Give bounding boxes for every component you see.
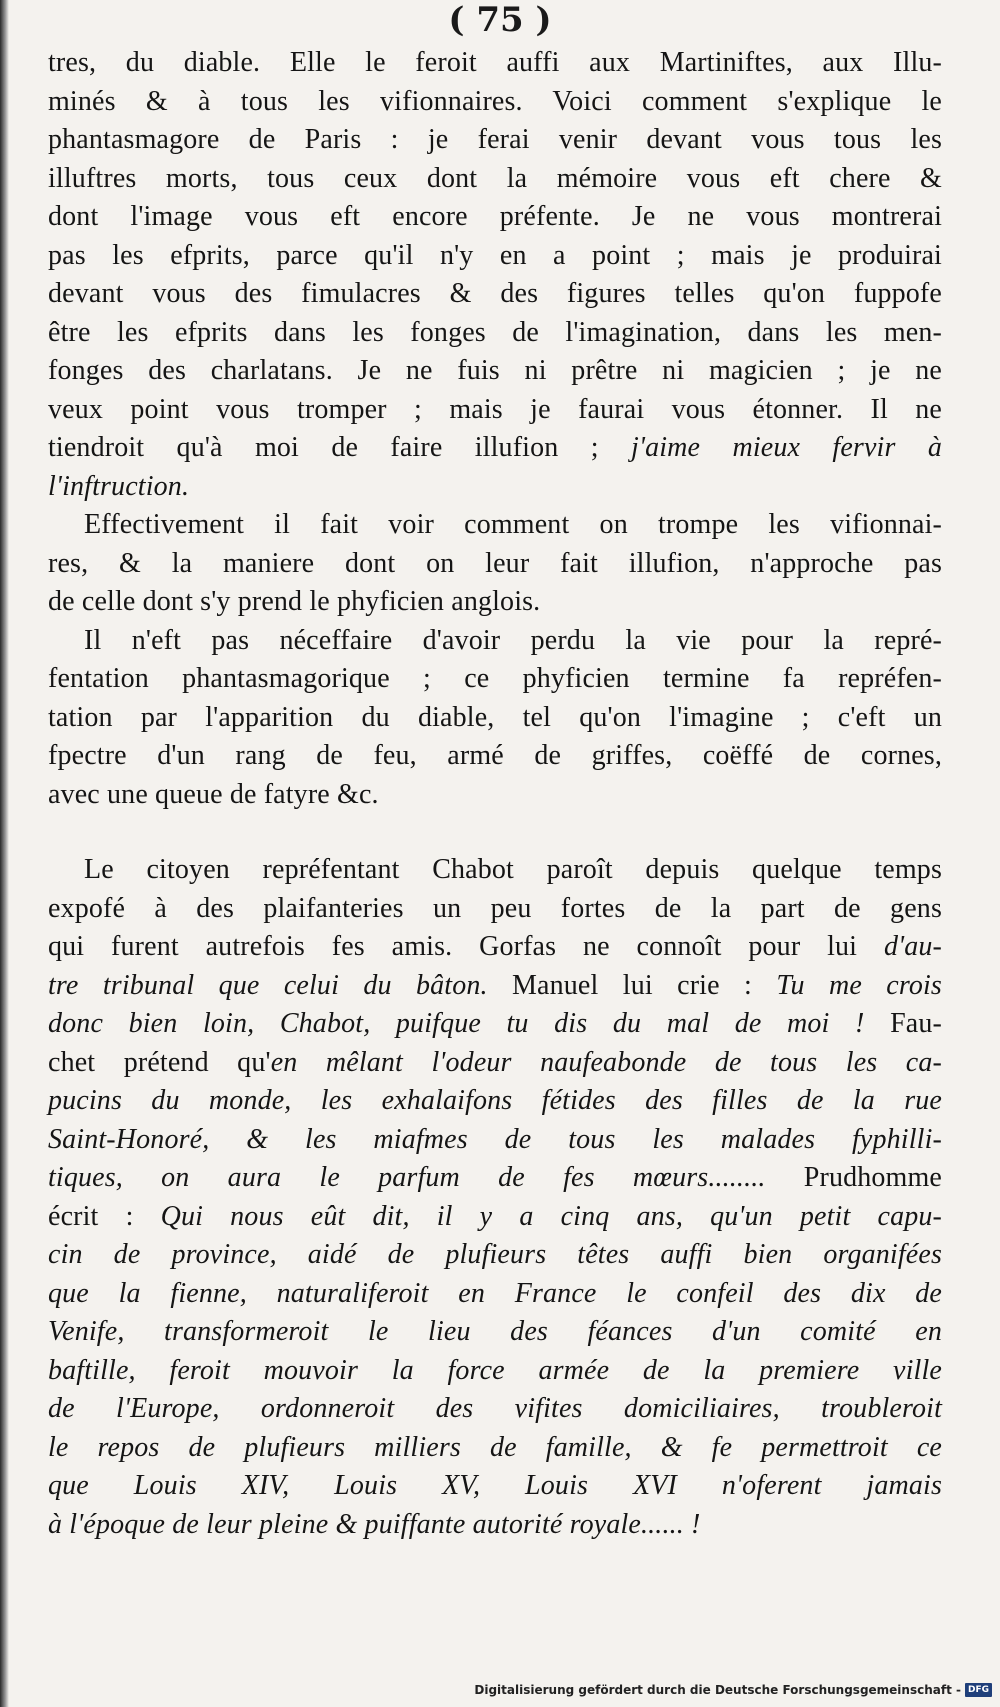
text-line	[48, 468, 942, 507]
text-line	[48, 622, 942, 661]
italic-run: que Louis XIV, Louis XV, Louis XVI n'oferent jamais	[48, 1470, 942, 1501]
text-run: phantasmagore de Paris : je ferai venir devant vous tous les	[48, 124, 942, 155]
text-run: expofé à des plaifanteries un peu fortes de la part de gens	[48, 892, 942, 924]
text-run: pas les efprits, parce qu'il n'y en a point ; mais je produirai	[48, 239, 942, 271]
text-run: Effectivement il fait voir comment on trompe les vifionnai-	[84, 509, 942, 540]
text-run: Prudhomme	[765, 1162, 942, 1193]
text-line	[48, 429, 942, 468]
text-run: dont l'image vous eft encore préfente. Je ne vous montrerai	[48, 201, 942, 232]
text-line	[48, 314, 942, 353]
text-line	[48, 967, 942, 1006]
credit-text: Digitalisierung gefördert durch die Deutsche Forschungsgemeinschaft -	[474, 1683, 961, 1697]
italic-run: Tu me crois	[776, 969, 942, 1001]
text-run: tiendroit qu'à moi de faire illufion ;	[48, 432, 632, 463]
text-line	[48, 275, 942, 314]
italic-run: l'inftruction.	[48, 470, 190, 502]
text-run: avec une queue de fatyre &c.	[48, 778, 379, 810]
text-line	[48, 1313, 942, 1352]
italic-run: le repos de plufieurs milliers de famille, & fe permettroit ce	[48, 1431, 942, 1463]
italic-run: Saint-Honoré, & les miafmes de tous les malades fyphilli-	[48, 1123, 942, 1155]
text-line	[48, 545, 942, 584]
paragraph-p4	[48, 851, 942, 1544]
italic-run: Venife, transformeroit le lieu des féances d'un comité en	[48, 1316, 942, 1347]
text-line	[48, 928, 942, 967]
text-line	[48, 1275, 942, 1314]
italic-run: baftille, feroit mouvoir la force armée de la premiere ville	[48, 1354, 942, 1386]
italic-run: tre tribunal que celui du bâton.	[48, 969, 488, 1001]
italic-run: d'au-	[883, 931, 942, 962]
text-line	[48, 890, 942, 929]
italic-run: que la fienne, naturaliferoit en France le confeil des dix de	[48, 1277, 942, 1309]
text-run: fonges des charlatans. Je ne fuis ni prêtre ni magicien ; je ne	[48, 355, 942, 386]
text-line	[48, 1159, 942, 1198]
text-line	[48, 851, 942, 890]
body-text	[48, 44, 942, 1544]
text-run: res, & la maniere dont on leur fait illufion, n'approche pas	[48, 547, 942, 579]
text-run: qui furent autrefois fes amis. Gorfas ne connoît pour lui	[48, 931, 884, 962]
text-line	[48, 1467, 942, 1506]
text-run: écrit :	[48, 1200, 161, 1232]
italic-run: j'aime mieux fervir à	[631, 432, 942, 463]
italic-run: Qui nous eût dit, il y a cinq ans, qu'un petit capu-	[160, 1200, 943, 1232]
text-run: fpectre d'un rang de feu, armé de griffes, coëffé de cornes,	[48, 740, 942, 771]
text-run: Fau-	[864, 1008, 942, 1039]
text-line	[48, 660, 942, 699]
text-line	[48, 1236, 942, 1275]
paragraph-gap	[48, 814, 942, 851]
text-line	[48, 237, 942, 276]
text-run: minés & à tous les vifionnaires. Voici comment s'explique le	[48, 85, 942, 117]
text-line	[48, 83, 942, 122]
digitization-credit	[474, 1683, 992, 1697]
text-line	[48, 737, 942, 776]
text-line	[48, 352, 942, 391]
text-run: tation par l'apparition du diable, tel qu'on l'imagine ; c'eft un	[48, 701, 942, 733]
text-line	[48, 583, 942, 622]
text-line	[48, 1506, 942, 1545]
text-run: de celle dont s'y prend le phyficien anglois.	[48, 586, 541, 617]
italic-run: cin de province, aidé de plufieurs têtes auffi bien organifées	[48, 1239, 942, 1270]
text-line	[48, 1390, 942, 1429]
italic-run: pucins du monde, les exhalaifons fétides des filles de la rue	[48, 1085, 942, 1116]
text-line	[48, 121, 942, 160]
text-run: illuftres morts, tous ceux dont la mémoire vous eft chere &	[48, 162, 942, 194]
italic-run: en mêlant l'odeur naufeabonde de tous les ca-	[270, 1046, 942, 1078]
text-run: Il n'eft pas néceffaire d'avoir perdu la vie pour la repré-	[84, 624, 942, 656]
italic-run: donc bien loin, Chabot, puifque tu dis du mal de moi !	[48, 1008, 865, 1039]
text-line	[48, 1121, 942, 1160]
text-line	[48, 44, 942, 83]
text-run: être les efprits dans les fonges de l'imagination, dans les men-	[48, 316, 942, 348]
text-run: Manuel lui crie :	[487, 969, 777, 1001]
text-line	[48, 1198, 942, 1237]
italic-run: à l'époque de leur pleine & puiffante autorité royale...... !	[48, 1508, 701, 1540]
text-run: veux point vous tromper ; mais je faurai vous étonner. Il ne	[48, 393, 942, 425]
text-run: Le citoyen repréfentant Chabot paroît depuis quelque temps	[84, 854, 942, 885]
text-run: tres, du diable. Elle le feroit auffi aux Martiniftes, aux Illu-	[48, 47, 942, 78]
text-line	[48, 1429, 942, 1468]
text-line	[48, 198, 942, 237]
text-line	[48, 506, 942, 545]
page-number: ( 75 )	[448, 0, 552, 40]
italic-run: de l'Europe, ordonneroit des vifites domiciliaires, troubleroit	[48, 1393, 942, 1424]
paragraph-p3	[48, 622, 942, 815]
text-line	[48, 1352, 942, 1391]
text-line	[48, 776, 942, 815]
italic-run: tiques, on aura le parfum de fes mœurs........	[48, 1162, 766, 1193]
text-run: chet prétend qu'	[48, 1046, 271, 1078]
text-line	[48, 160, 942, 199]
text-run: fentation phantasmagorique ; ce phyficien termine fa repréfen-	[48, 663, 942, 694]
paragraph-p1	[48, 44, 942, 506]
text-line	[48, 699, 942, 738]
paragraph-p2	[48, 506, 942, 622]
text-run: devant vous des fimulacres & des figures telles qu'on fuppofe	[48, 278, 942, 309]
text-line	[48, 391, 942, 430]
text-line	[48, 1044, 942, 1083]
binding-shadow	[0, 0, 9, 1707]
dfg-logo: DFG	[965, 1683, 992, 1697]
text-line	[48, 1005, 942, 1044]
text-line	[48, 1082, 942, 1121]
